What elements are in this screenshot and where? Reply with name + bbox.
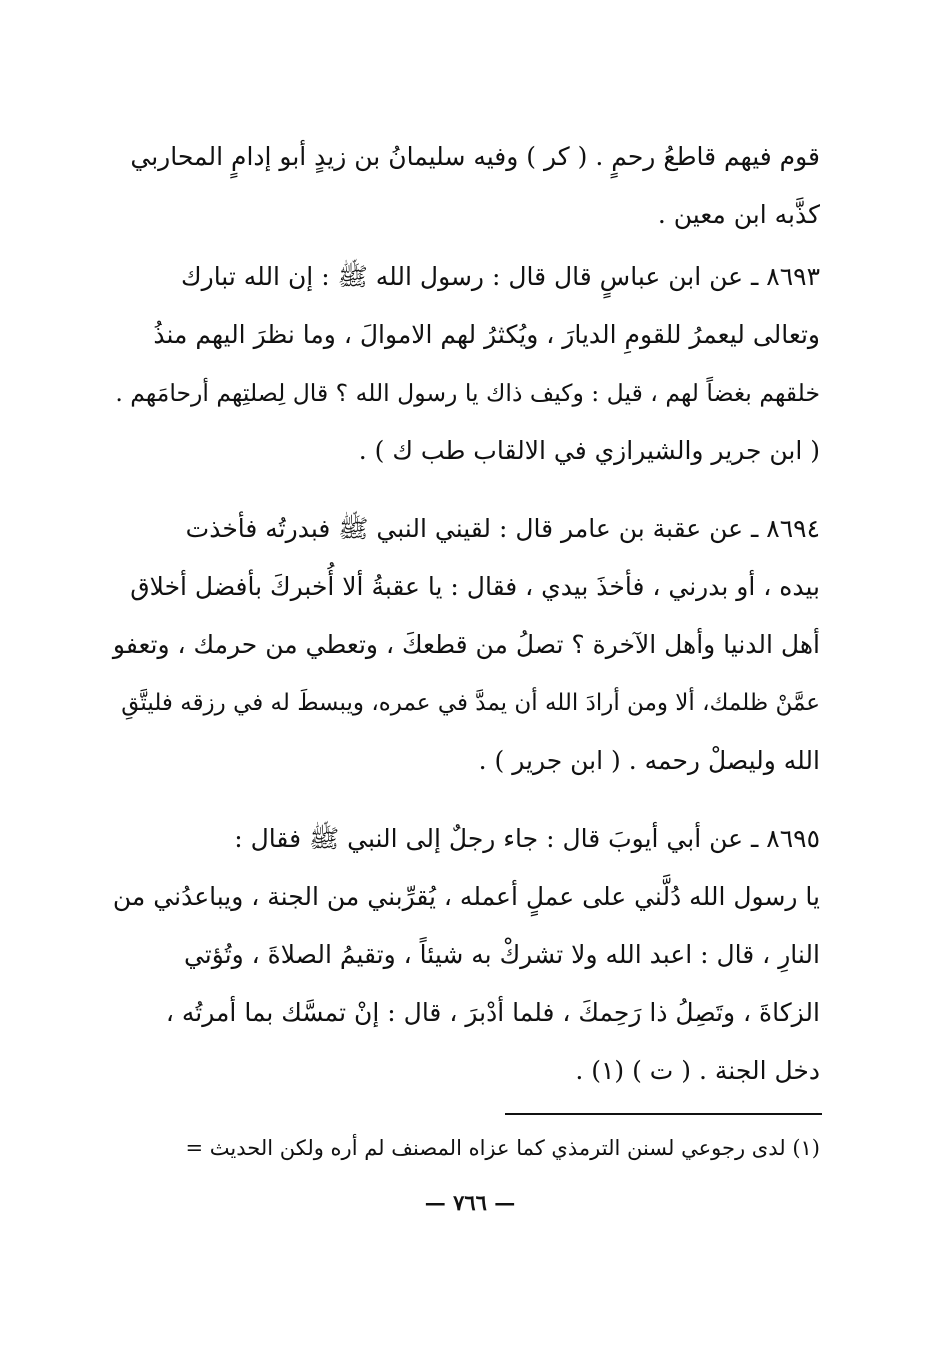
text-line: ٨٦٩٤ ـ عن عقبة بن عامر قال : لقيني النبي ﷺ فبدرتُه فأخذت bbox=[185, 514, 820, 543]
text-line: يا رسول الله دُلَّني على عملٍ أعمله ، يُقرِّبني من الجنة ، ويباعدُني من bbox=[112, 882, 820, 911]
text-line: ٨٦٩٥ ـ عن أبي أيوبَ قال : جاء رجلٌ إلى النبي ﷺ فقال : bbox=[234, 824, 820, 853]
text-line: الزكاةَ ، وتَصِلُ ذا رَحِمكَ ، فلما أدْبرَ ، قال : إنْ تمسَّك بما أمرتُه ، bbox=[165, 998, 820, 1027]
hadith-8694 bbox=[110, 500, 820, 790]
text-line: وتعالى ليعمرُ للقومِ الديارَ ، ويُكثرُ لهم الاموالَ ، وما نظرَ اليهم منذُ bbox=[153, 320, 820, 349]
footnote: (١) لدى رجوعي لسنن الترمذي كما عزاه المصنف لم أره ولكن الحديث = bbox=[185, 1136, 820, 1160]
text-line: كذَّبه ابن معين . bbox=[657, 200, 820, 229]
hadith-8695 bbox=[110, 810, 820, 1100]
text-line: خلقهم بغضاً لهم ، قيل : وكيف ذاك يا رسول الله ؟ قال لِصلتِهم أرحامَهم . bbox=[115, 379, 820, 407]
footnote-divider bbox=[505, 1113, 822, 1115]
hadith-8693 bbox=[110, 248, 820, 480]
text-line: النارِ ، قال : اعبد الله ولا تشركْ به شيئاً ، وتقيمُ الصلاةَ ، وتُؤتي bbox=[183, 940, 820, 969]
text-line: قوم فيهم قاطعُ رحمٍ . ( كر ) وفيه سليمانُ بن زيدٍ أبو إدامٍ المحاربي bbox=[130, 142, 820, 171]
text-line: الله وليصلْ رحمه . ( ابن جرير ) . bbox=[478, 746, 820, 775]
text-line: ٨٦٩٣ ـ عن ابن عباسٍ قال قال : رسول الله ﷺ : إن الله تبارك bbox=[181, 262, 820, 291]
text-line: بيده ، أو بدرني ، فأخذَ بيدي ، فقال : يا عقبةُ ألا أُخبركَ بأفضل أخلاق bbox=[130, 572, 820, 601]
page-number: — ٧٦٦ — bbox=[424, 1190, 516, 1215]
text-line: ( ابن جرير والشيرازي في الالقاب طب ك ) . bbox=[358, 436, 820, 465]
text-line: عمَّنْ ظلمك، ألا ومن أرادَ الله أن يمدَّ في عمره، ويبسطَ له في رزقه فليتَّقِ bbox=[121, 690, 820, 716]
text-line: دخل الجنة . ( ت ) (١) . bbox=[575, 1056, 820, 1085]
paragraph-continuation bbox=[110, 128, 820, 244]
text-line: أهل الدنيا وأهل الآخرة ؟ تصلُ من قطعكَ ، وتعطي من حرمك ، وتعفو bbox=[112, 630, 820, 659]
